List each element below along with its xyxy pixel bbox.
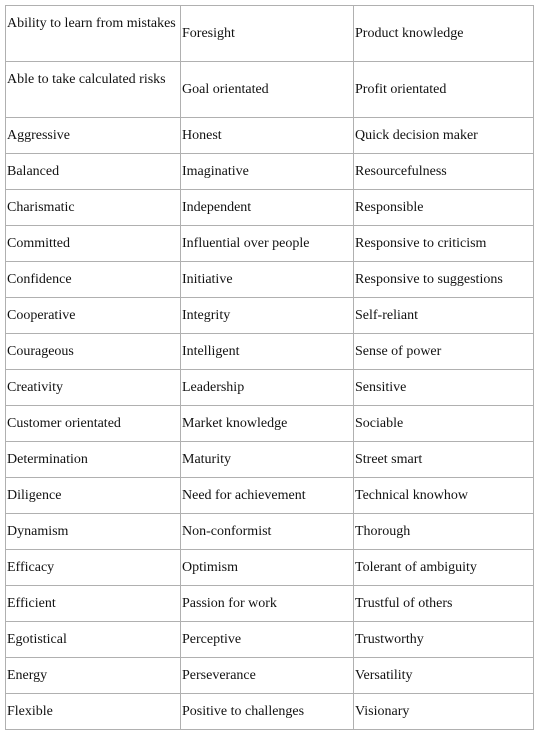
table-row (6, 442, 534, 478)
table-row (6, 586, 534, 622)
table-cell: Influential over people (181, 226, 354, 262)
table-row (6, 118, 534, 154)
table-cell: Street smart (354, 442, 534, 478)
table-cell: Self-reliant (354, 298, 534, 334)
table-cell: Tolerant of ambiguity (354, 550, 534, 586)
table-row (6, 550, 534, 586)
table-row (6, 658, 534, 694)
table-cell: Sensitive (354, 370, 534, 406)
table-row (6, 154, 534, 190)
table-cell: Positive to challenges (181, 694, 354, 730)
table-cell: Versatility (354, 658, 534, 694)
table-cell: Sense of power (354, 334, 534, 370)
table-cell: Balanced (6, 154, 181, 190)
traits-table (5, 5, 534, 730)
table-row (6, 478, 534, 514)
table-cell: Profit orientated (354, 62, 534, 118)
table-row (6, 370, 534, 406)
table-cell: Responsive to criticism (354, 226, 534, 262)
table-cell: Maturity (181, 442, 354, 478)
table-cell: Intelligent (181, 334, 354, 370)
table-cell: Passion for work (181, 586, 354, 622)
table-cell: Energy (6, 658, 181, 694)
table-row (6, 622, 534, 658)
table-cell: Customer orientated (6, 406, 181, 442)
table-cell: Need for achievement (181, 478, 354, 514)
table-cell: Perseverance (181, 658, 354, 694)
table-cell: Technical knowhow (354, 478, 534, 514)
table-row (6, 190, 534, 226)
table-cell: Charismatic (6, 190, 181, 226)
table-cell: Perceptive (181, 622, 354, 658)
table-row (6, 226, 534, 262)
table-cell: Thorough (354, 514, 534, 550)
table-row (6, 514, 534, 550)
table-cell: Egotistical (6, 622, 181, 658)
table-cell: Responsible (354, 190, 534, 226)
table-cell: Market knowledge (181, 406, 354, 442)
table-cell: Product knowledge (354, 6, 534, 62)
table-cell: Foresight (181, 6, 354, 62)
table-row (6, 262, 534, 298)
table-cell: Sociable (354, 406, 534, 442)
traits-table-body (6, 6, 534, 730)
table-row (6, 6, 534, 62)
table-cell: Trustful of others (354, 586, 534, 622)
table-cell: Quick decision maker (354, 118, 534, 154)
table-cell: Leadership (181, 370, 354, 406)
table-cell: Optimism (181, 550, 354, 586)
table-cell: Initiative (181, 262, 354, 298)
table-cell: Dynamism (6, 514, 181, 550)
table-cell: Efficient (6, 586, 181, 622)
table-row (6, 406, 534, 442)
table-cell: Imaginative (181, 154, 354, 190)
table-cell: Resourcefulness (354, 154, 534, 190)
table-cell: Determination (6, 442, 181, 478)
table-cell: Courageous (6, 334, 181, 370)
table-cell: Aggressive (6, 118, 181, 154)
table-cell: Cooperative (6, 298, 181, 334)
table-cell: Committed (6, 226, 181, 262)
table-cell: Confidence (6, 262, 181, 298)
table-row (6, 694, 534, 730)
table-cell: Integrity (181, 298, 354, 334)
table-cell: Flexible (6, 694, 181, 730)
table-row (6, 298, 534, 334)
table-cell: Creativity (6, 370, 181, 406)
table-cell: Able to take calculated risks (6, 62, 181, 118)
table-cell: Diligence (6, 478, 181, 514)
table-cell: Non-conformist (181, 514, 354, 550)
table-cell: Goal orientated (181, 62, 354, 118)
table-row (6, 62, 534, 118)
table-cell: Independent (181, 190, 354, 226)
table-cell: Efficacy (6, 550, 181, 586)
table-cell: Responsive to suggestions (354, 262, 534, 298)
table-cell: Ability to learn from mistakes (6, 6, 181, 62)
table-cell: Visionary (354, 694, 534, 730)
table-row (6, 334, 534, 370)
table-cell: Honest (181, 118, 354, 154)
table-cell: Trustworthy (354, 622, 534, 658)
